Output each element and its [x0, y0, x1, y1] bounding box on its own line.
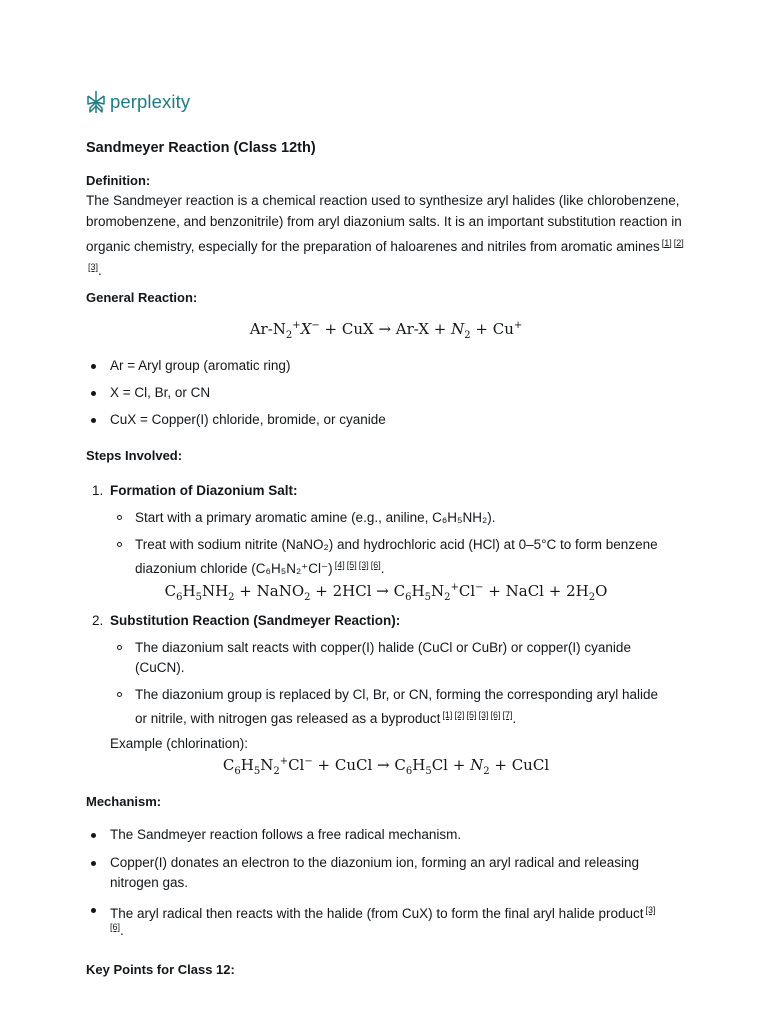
- citation-link[interactable]: [1]: [442, 710, 453, 720]
- step1-sub1: Start with a primary aromatic amine (e.g., aniline, C₆H₅NH₂).: [135, 510, 496, 525]
- general-bullet: X = Cl, Br, or CN: [110, 385, 211, 400]
- citation-link[interactable]: [1]: [661, 237, 672, 248]
- step-number: 2.: [92, 613, 104, 628]
- sub-bullet-icon: [117, 692, 122, 697]
- bullet-icon: [91, 418, 96, 423]
- citation-link[interactable]: [4]: [334, 560, 345, 570]
- step1-sub2-line2: diazonium chloride (C₆H₅N₂⁺Cl⁻) [4] [5] [3] [6].: [135, 560, 385, 576]
- mechanism-heading: Mechanism:: [86, 794, 162, 809]
- step-title: Substitution Reaction (Sandmeyer Reaction):: [110, 613, 401, 628]
- step2-sub2-line2: or nitrile, with nitrogen gas released as a byproduct [1] [2] [5] [3] [6] [7].: [135, 710, 517, 726]
- bullet-icon: [91, 908, 96, 913]
- citation-link[interactable]: [3]: [358, 560, 369, 570]
- mechanism-bullet-cont: [6].: [110, 922, 124, 938]
- brand-logo[interactable]: [86, 90, 190, 114]
- sub-bullet-icon: [117, 515, 122, 520]
- general-reaction-heading: General Reaction:: [86, 290, 198, 305]
- citation-link[interactable]: [3]: [88, 261, 99, 272]
- citation-link[interactable]: [2]: [454, 710, 465, 720]
- perplexity-logo-icon: [86, 90, 106, 114]
- step1-sub2-text: diazonium chloride (C₆H₅N₂⁺Cl⁻): [135, 561, 333, 576]
- citation-link[interactable]: [6]: [370, 560, 381, 570]
- sub-bullet-icon: [117, 542, 122, 547]
- bullet-icon: [91, 391, 96, 396]
- mechanism-bullet-line2: nitrogen gas.: [110, 875, 189, 890]
- step2-sub2-text: or nitrile, with nitrogen gas released as a byproduct: [135, 711, 441, 726]
- citation-link[interactable]: [5]: [346, 560, 357, 570]
- bullet-icon: [91, 861, 96, 866]
- step2-sub1-line2: (CuCN).: [135, 660, 185, 675]
- mechanism-bullet3-text: The aryl radical then reacts with the halide (from CuX) to form the final aryl halide product: [110, 906, 644, 921]
- citation-link[interactable]: [5]: [466, 710, 477, 720]
- step2-sub2-line1: The diazonium group is replaced by Cl, Br, or CN, forming the corresponding aryl halide: [135, 687, 659, 702]
- citation-link[interactable]: [3]: [478, 710, 489, 720]
- general-reaction-equation: $Ar-N_2^+X^-$ + CuX → $Ar-X + N_2 + Cu^+$: [249, 320, 523, 341]
- chlorination-equation: $C_6H_5N_2^+Cl^-$ + CuCl → $C_6H_5Cl + N_2$ + CuCl: [222, 756, 550, 777]
- diazotization-equation: $C_6H_5NH_2$ + NaNO$_2$ + $2HCl \to C_6H_5N_2^+Cl^-$ + NaCl + $2H_2O$: [164, 582, 608, 603]
- step2-sub1-line1: The diazonium salt reacts with copper(I) halide (CuCl or CuBr) or copper(I) cyanide: [135, 640, 631, 655]
- definition-heading: Definition:: [86, 173, 151, 188]
- brand-name: perplexity: [110, 91, 191, 112]
- sub-bullet-icon: [117, 645, 122, 650]
- general-bullet: CuX = Copper(I) chloride, bromide, or cyanide: [110, 412, 386, 427]
- definition-text: The Sandmeyer reaction is a chemical reaction used to synthesize aryl halides (like chlorobenzene, bromobenzene, and benzonitrile) from aryl diazonium salts. It is an important substitution reaction in organic chemistry, especially for the preparation of haloarenes and nitriles from aromatic amines [1] [2][3].: [86, 193, 684, 278]
- citation-link[interactable]: [7]: [502, 710, 513, 720]
- mechanism-bullet: The Sandmeyer reaction follows a free radical mechanism.: [110, 827, 462, 842]
- bullet-icon: [91, 833, 96, 838]
- citation-link[interactable]: [6]: [490, 710, 501, 720]
- citation-link[interactable]: [3]: [645, 905, 656, 915]
- bullet-icon: [91, 364, 96, 369]
- mechanism-bullet-line1: Copper(I) donates an electron to the diazonium ion, forming an aryl radical and releasing: [110, 855, 640, 870]
- mechanism-bullet: [110, 901, 656, 923]
- general-bullet: Ar = Aryl group (aromatic ring): [110, 358, 291, 373]
- step1-sub2-line1: Treat with sodium nitrite (NaNO₂) and hydrochloric acid (HCl) at 0–5°C to form benzene: [135, 537, 658, 552]
- step-number: 1.: [92, 483, 104, 498]
- key-points-heading: Key Points for Class 12:: [86, 962, 235, 977]
- page-title: Sandmeyer Reaction (Class 12th): [86, 140, 316, 156]
- citation-link[interactable]: [6]: [110, 922, 121, 932]
- citation-link[interactable]: [2]: [673, 237, 684, 248]
- step-title: Formation of Diazonium Salt:: [110, 483, 298, 498]
- steps-heading: Steps Involved:: [86, 448, 183, 463]
- example-label: Example (chlorination):: [110, 736, 249, 751]
- definition-body: The Sandmeyer reaction is a chemical reaction used to synthesize aryl halides (like chlorobenzene, bromobenzene, and benzonitrile) from aryl diazonium salts. It is an important substitution reaction in organic chemistry, especially for the preparation of haloarenes and nitriles from aromatic amines: [86, 193, 682, 254]
